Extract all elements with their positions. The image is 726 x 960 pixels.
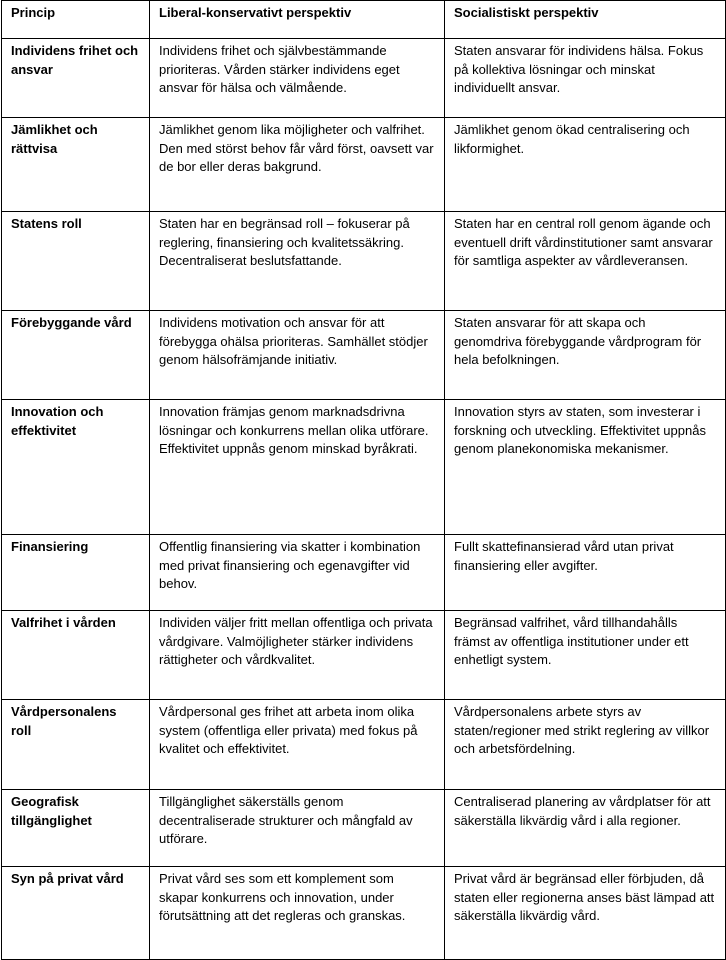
- socialist-cell: Staten har en central roll genom ägande och eventuell drift vårdinstitutioner samt ansvarar för samtliga aspekter av vårdleveransen.: [445, 212, 726, 311]
- liberal-cell: Staten har en begränsad roll – fokuserar på reglering, finansiering och kvalitetssäkring. Decentraliserat beslutsfattande.: [150, 212, 445, 311]
- table-row: [2, 700, 726, 790]
- principle-cell: Finansiering: [2, 535, 150, 611]
- header-row: [2, 1, 726, 39]
- liberal-cell: Individen väljer fritt mellan offentliga och privata vårdgivare. Valmöjligheter stärker individens rättigheter och vårdkvalitet.: [150, 611, 445, 700]
- socialist-cell: Jämlikhet genom ökad centralisering och likformighet.: [445, 118, 726, 212]
- liberal-cell: Innovation främjas genom marknadsdrivna lösningar och konkurrens mellan olika utförare. Effektivitet uppnås genom minskad byråkrati.: [150, 400, 445, 535]
- principle-cell: Geografisk tillgänglighet: [2, 790, 150, 867]
- socialist-cell: Innovation styrs av staten, som investerar i forskning och utveckling. Effektivitet uppnås genom planekonomiska mekanismer.: [445, 400, 726, 535]
- principle-cell: Förebyggande vård: [2, 311, 150, 400]
- socialist-cell: Centraliserad planering av vårdplatser för att säkerställa likvärdig vård i alla regioner.: [445, 790, 726, 867]
- table-row: [2, 867, 726, 960]
- header-principle: Princip: [2, 1, 150, 39]
- principle-cell: Statens roll: [2, 212, 150, 311]
- liberal-cell: Individens motivation och ansvar för att förebygga ohälsa prioriteras. Samhället stödjer genom hälsofrämjande initiativ.: [150, 311, 445, 400]
- table-row: [2, 118, 726, 212]
- liberal-cell: Individens frihet och självbestämmande prioriteras. Vården stärker individens eget ansvar för hälsa och välmående.: [150, 39, 445, 118]
- liberal-cell: Offentlig finansiering via skatter i kombination med privat finansiering och egenavgifter vid behov.: [150, 535, 445, 611]
- table-row: [2, 535, 726, 611]
- socialist-cell: Begränsad valfrihet, vård tillhandahålls främst av offentliga institutioner under ett enhetligt system.: [445, 611, 726, 700]
- principle-cell: Valfrihet i vården: [2, 611, 150, 700]
- socialist-cell: Staten ansvarar för individens hälsa. Fokus på kollektiva lösningar och minskat individuellt ansvar.: [445, 39, 726, 118]
- socialist-cell: Vårdpersonalens arbete styrs av staten/regioner med strikt reglering av villkor och arbetsfördelning.: [445, 700, 726, 790]
- table-row: [2, 611, 726, 700]
- principle-cell: Vårdpersonalens roll: [2, 700, 150, 790]
- table-row: [2, 790, 726, 867]
- header-liberal: Liberal-konservativt perspektiv: [150, 1, 445, 39]
- table-row: [2, 212, 726, 311]
- principle-cell: Innovation och effektivitet: [2, 400, 150, 535]
- socialist-cell: Privat vård är begränsad eller förbjuden, då staten eller regionerna anses bäst lämpad att säkerställa likvärdig vård.: [445, 867, 726, 960]
- principle-cell: Syn på privat vård: [2, 867, 150, 960]
- principle-cell: Individens frihet och ansvar: [2, 39, 150, 118]
- liberal-cell: Privat vård ses som ett komplement som skapar konkurrens och innovation, under förutsättning att det regleras och granskas.: [150, 867, 445, 960]
- comparison-table: [1, 0, 726, 960]
- liberal-cell: Jämlikhet genom lika möjligheter och valfrihet. Den med störst behov får vård först, oavsett var de bor eller deras bakgrund.: [150, 118, 445, 212]
- liberal-cell: Tillgänglighet säkerställs genom decentraliserade strukturer och mångfald av utförare.: [150, 790, 445, 867]
- header-socialist: Socialistiskt perspektiv: [445, 1, 726, 39]
- table-row: [2, 311, 726, 400]
- socialist-cell: Fullt skattefinansierad vård utan privat finansiering eller avgifter.: [445, 535, 726, 611]
- table-row: [2, 400, 726, 535]
- socialist-cell: Staten ansvarar för att skapa och genomdriva förebyggande vårdprogram för hela befolkningen.: [445, 311, 726, 400]
- liberal-cell: Vårdpersonal ges frihet att arbeta inom olika system (offentliga eller privata) med fokus på kvalitet och effektivitet.: [150, 700, 445, 790]
- table-row: [2, 39, 726, 118]
- principle-cell: Jämlikhet och rättvisa: [2, 118, 150, 212]
